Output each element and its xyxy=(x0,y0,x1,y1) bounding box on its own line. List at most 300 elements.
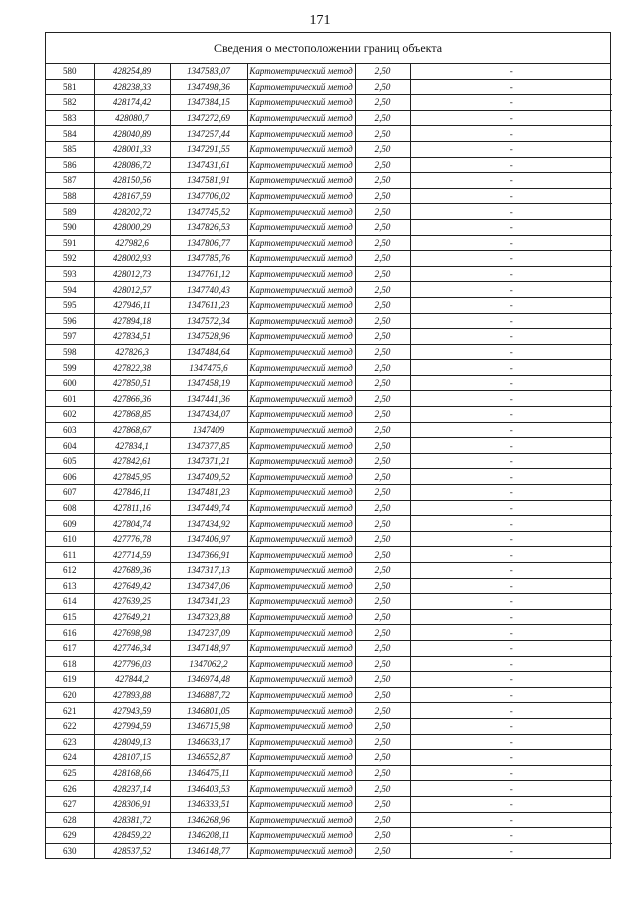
y-coordinate-cell: 1347806,77 xyxy=(170,235,247,251)
method-cell: Картометрический метод xyxy=(247,407,355,423)
table-row xyxy=(46,313,612,329)
x-coordinate-cell: 427834,51 xyxy=(94,329,170,345)
table-row xyxy=(46,157,612,173)
x-coordinate-cell: 428040,89 xyxy=(94,126,170,142)
x-coordinate-cell: 427649,21 xyxy=(94,609,170,625)
x-coordinate-cell: 427982,6 xyxy=(94,235,170,251)
description-cell: - xyxy=(410,609,612,625)
x-coordinate-cell: 428306,91 xyxy=(94,796,170,812)
table-row xyxy=(46,438,612,454)
boundary-table-sheet xyxy=(45,32,611,859)
accuracy-cell: 2,50 xyxy=(355,360,410,376)
accuracy-cell: 2,50 xyxy=(355,609,410,625)
table-row xyxy=(46,594,612,610)
x-coordinate-cell: 427868,67 xyxy=(94,422,170,438)
accuracy-cell: 2,50 xyxy=(355,188,410,204)
table-row xyxy=(46,235,612,251)
accuracy-cell: 2,50 xyxy=(355,547,410,563)
method-cell: Картометрический метод xyxy=(247,422,355,438)
point-number-cell: 629 xyxy=(46,828,94,844)
table-row xyxy=(46,563,612,579)
description-cell: - xyxy=(410,391,612,407)
method-cell: Картометрический метод xyxy=(247,110,355,126)
description-cell: - xyxy=(410,453,612,469)
method-cell: Картометрический метод xyxy=(247,765,355,781)
description-cell: - xyxy=(410,79,612,95)
method-cell: Картометрический метод xyxy=(247,251,355,267)
method-cell: Картометрический метод xyxy=(247,750,355,766)
x-coordinate-cell: 427811,16 xyxy=(94,500,170,516)
point-number-cell: 610 xyxy=(46,531,94,547)
point-number-cell: 613 xyxy=(46,578,94,594)
method-cell: Картометрический метод xyxy=(247,656,355,672)
description-cell: - xyxy=(410,344,612,360)
y-coordinate-cell: 1347347,06 xyxy=(170,578,247,594)
x-coordinate-cell: 428086,72 xyxy=(94,157,170,173)
point-number-cell: 597 xyxy=(46,329,94,345)
point-number-cell: 583 xyxy=(46,110,94,126)
description-cell: - xyxy=(410,703,612,719)
point-number-cell: 611 xyxy=(46,547,94,563)
accuracy-cell: 2,50 xyxy=(355,391,410,407)
y-coordinate-cell: 1347371,21 xyxy=(170,453,247,469)
table-row xyxy=(46,812,612,828)
description-cell: - xyxy=(410,375,612,391)
table-row xyxy=(46,344,612,360)
description-cell: - xyxy=(410,828,612,844)
point-number-cell: 599 xyxy=(46,360,94,376)
y-coordinate-cell: 1347481,23 xyxy=(170,485,247,501)
description-cell: - xyxy=(410,313,612,329)
point-number-cell: 616 xyxy=(46,625,94,641)
table-row xyxy=(46,64,612,79)
y-coordinate-cell: 1347498,36 xyxy=(170,79,247,95)
y-coordinate-cell: 1346333,51 xyxy=(170,796,247,812)
description-cell: - xyxy=(410,796,612,812)
point-number-cell: 626 xyxy=(46,781,94,797)
accuracy-cell: 2,50 xyxy=(355,126,410,142)
accuracy-cell: 2,50 xyxy=(355,407,410,423)
method-cell: Картометрический метод xyxy=(247,485,355,501)
x-coordinate-cell: 428080,7 xyxy=(94,110,170,126)
y-coordinate-cell: 1346715,98 xyxy=(170,718,247,734)
accuracy-cell: 2,50 xyxy=(355,734,410,750)
description-cell: - xyxy=(410,734,612,750)
point-number-cell: 606 xyxy=(46,469,94,485)
description-cell: - xyxy=(410,173,612,189)
description-cell: - xyxy=(410,251,612,267)
x-coordinate-cell: 427946,11 xyxy=(94,297,170,313)
y-coordinate-cell: 1347148,97 xyxy=(170,640,247,656)
accuracy-cell: 2,50 xyxy=(355,656,410,672)
y-coordinate-cell: 1347323,88 xyxy=(170,609,247,625)
y-coordinate-cell: 1347826,53 xyxy=(170,219,247,235)
point-number-cell: 608 xyxy=(46,500,94,516)
table-title: Сведения о местоположении границ объекта xyxy=(46,33,610,64)
accuracy-cell: 2,50 xyxy=(355,453,410,469)
point-number-cell: 624 xyxy=(46,750,94,766)
table-row xyxy=(46,469,612,485)
table-row xyxy=(46,656,612,672)
point-number-cell: 627 xyxy=(46,796,94,812)
x-coordinate-cell: 428381,72 xyxy=(94,812,170,828)
description-cell: - xyxy=(410,329,612,345)
method-cell: Картометрический метод xyxy=(247,266,355,282)
accuracy-cell: 2,50 xyxy=(355,781,410,797)
y-coordinate-cell: 1347366,91 xyxy=(170,547,247,563)
point-number-cell: 588 xyxy=(46,188,94,204)
table-row xyxy=(46,781,612,797)
table-row xyxy=(46,765,612,781)
table-row xyxy=(46,796,612,812)
y-coordinate-cell: 1347384,15 xyxy=(170,95,247,111)
y-coordinate-cell: 1346974,48 xyxy=(170,672,247,688)
y-coordinate-cell: 1347406,97 xyxy=(170,531,247,547)
method-cell: Картометрический метод xyxy=(247,828,355,844)
method-cell: Картометрический метод xyxy=(247,79,355,95)
description-cell: - xyxy=(410,594,612,610)
y-coordinate-cell: 1347441,36 xyxy=(170,391,247,407)
point-number-cell: 584 xyxy=(46,126,94,142)
accuracy-cell: 2,50 xyxy=(355,469,410,485)
x-coordinate-cell: 428254,89 xyxy=(94,64,170,79)
accuracy-cell: 2,50 xyxy=(355,95,410,111)
y-coordinate-cell: 1347528,96 xyxy=(170,329,247,345)
method-cell: Картометрический метод xyxy=(247,703,355,719)
description-cell: - xyxy=(410,765,612,781)
table-row xyxy=(46,407,612,423)
y-coordinate-cell: 1347458,19 xyxy=(170,375,247,391)
y-coordinate-cell: 1347409 xyxy=(170,422,247,438)
point-number-cell: 609 xyxy=(46,516,94,532)
x-coordinate-cell: 427746,34 xyxy=(94,640,170,656)
point-number-cell: 601 xyxy=(46,391,94,407)
point-number-cell: 580 xyxy=(46,64,94,79)
table-row xyxy=(46,391,612,407)
point-number-cell: 617 xyxy=(46,640,94,656)
y-coordinate-cell: 1347761,12 xyxy=(170,266,247,282)
accuracy-cell: 2,50 xyxy=(355,640,410,656)
point-number-cell: 586 xyxy=(46,157,94,173)
table-row xyxy=(46,453,612,469)
accuracy-cell: 2,50 xyxy=(355,438,410,454)
table-row xyxy=(46,297,612,313)
method-cell: Картометрический метод xyxy=(247,141,355,157)
y-coordinate-cell: 1347785,76 xyxy=(170,251,247,267)
table-row xyxy=(46,516,612,532)
method-cell: Картометрический метод xyxy=(247,329,355,345)
method-cell: Картометрический метод xyxy=(247,563,355,579)
point-number-cell: 621 xyxy=(46,703,94,719)
table-row xyxy=(46,609,612,625)
point-number-cell: 620 xyxy=(46,687,94,703)
description-cell: - xyxy=(410,219,612,235)
accuracy-cell: 2,50 xyxy=(355,219,410,235)
point-number-cell: 596 xyxy=(46,313,94,329)
y-coordinate-cell: 1347237,09 xyxy=(170,625,247,641)
description-cell: - xyxy=(410,469,612,485)
description-cell: - xyxy=(410,95,612,111)
table-row xyxy=(46,173,612,189)
y-coordinate-cell: 1347377,85 xyxy=(170,438,247,454)
description-cell: - xyxy=(410,64,612,79)
y-coordinate-cell: 1347611,23 xyxy=(170,297,247,313)
y-coordinate-cell: 1347431,61 xyxy=(170,157,247,173)
method-cell: Картометрический метод xyxy=(247,516,355,532)
table-row xyxy=(46,500,612,516)
description-cell: - xyxy=(410,516,612,532)
accuracy-cell: 2,50 xyxy=(355,266,410,282)
accuracy-cell: 2,50 xyxy=(355,79,410,95)
x-coordinate-cell: 427649,42 xyxy=(94,578,170,594)
x-coordinate-cell: 427689,36 xyxy=(94,563,170,579)
method-cell: Картометрический метод xyxy=(247,734,355,750)
point-number-cell: 612 xyxy=(46,563,94,579)
method-cell: Картометрический метод xyxy=(247,687,355,703)
description-cell: - xyxy=(410,204,612,220)
y-coordinate-cell: 1347572,34 xyxy=(170,313,247,329)
accuracy-cell: 2,50 xyxy=(355,812,410,828)
x-coordinate-cell: 428537,52 xyxy=(94,843,170,858)
point-number-cell: 619 xyxy=(46,672,94,688)
point-number-cell: 589 xyxy=(46,204,94,220)
description-cell: - xyxy=(410,656,612,672)
accuracy-cell: 2,50 xyxy=(355,157,410,173)
description-cell: - xyxy=(410,672,612,688)
table-row xyxy=(46,251,612,267)
y-coordinate-cell: 1347449,74 xyxy=(170,500,247,516)
description-cell: - xyxy=(410,266,612,282)
method-cell: Картометрический метод xyxy=(247,531,355,547)
description-cell: - xyxy=(410,687,612,703)
table-row xyxy=(46,126,612,142)
point-number-cell: 625 xyxy=(46,765,94,781)
method-cell: Картометрический метод xyxy=(247,95,355,111)
method-cell: Картометрический метод xyxy=(247,375,355,391)
description-cell: - xyxy=(410,126,612,142)
x-coordinate-cell: 427894,18 xyxy=(94,313,170,329)
method-cell: Картометрический метод xyxy=(247,640,355,656)
accuracy-cell: 2,50 xyxy=(355,297,410,313)
y-coordinate-cell: 1347409,52 xyxy=(170,469,247,485)
accuracy-cell: 2,50 xyxy=(355,64,410,79)
accuracy-cell: 2,50 xyxy=(355,828,410,844)
x-coordinate-cell: 427698,98 xyxy=(94,625,170,641)
table-row xyxy=(46,718,612,734)
x-coordinate-cell: 427842,61 xyxy=(94,453,170,469)
x-coordinate-cell: 428000,29 xyxy=(94,219,170,235)
method-cell: Картометрический метод xyxy=(247,812,355,828)
y-coordinate-cell: 1347583,07 xyxy=(170,64,247,79)
description-cell: - xyxy=(410,188,612,204)
point-number-cell: 587 xyxy=(46,173,94,189)
point-number-cell: 628 xyxy=(46,812,94,828)
accuracy-cell: 2,50 xyxy=(355,843,410,858)
table-row xyxy=(46,625,612,641)
y-coordinate-cell: 1346475,11 xyxy=(170,765,247,781)
point-number-cell: 630 xyxy=(46,843,94,858)
y-coordinate-cell: 1347581,91 xyxy=(170,173,247,189)
y-coordinate-cell: 1347317,13 xyxy=(170,563,247,579)
page-number: 171 xyxy=(309,13,331,28)
point-number-cell: 590 xyxy=(46,219,94,235)
method-cell: Картометрический метод xyxy=(247,173,355,189)
accuracy-cell: 2,50 xyxy=(355,500,410,516)
method-cell: Картометрический метод xyxy=(247,157,355,173)
method-cell: Картометрический метод xyxy=(247,718,355,734)
x-coordinate-cell: 427804,74 xyxy=(94,516,170,532)
table-row xyxy=(46,640,612,656)
x-coordinate-cell: 428459,22 xyxy=(94,828,170,844)
y-coordinate-cell: 1347740,43 xyxy=(170,282,247,298)
accuracy-cell: 2,50 xyxy=(355,204,410,220)
point-number-cell: 591 xyxy=(46,235,94,251)
accuracy-cell: 2,50 xyxy=(355,173,410,189)
method-cell: Картометрический метод xyxy=(247,219,355,235)
y-coordinate-cell: 1346268,96 xyxy=(170,812,247,828)
accuracy-cell: 2,50 xyxy=(355,344,410,360)
x-coordinate-cell: 428001,33 xyxy=(94,141,170,157)
description-cell: - xyxy=(410,750,612,766)
y-coordinate-cell: 1346148,77 xyxy=(170,843,247,858)
y-coordinate-cell: 1346801,05 xyxy=(170,703,247,719)
x-coordinate-cell: 428012,73 xyxy=(94,266,170,282)
accuracy-cell: 2,50 xyxy=(355,313,410,329)
method-cell: Картометрический метод xyxy=(247,313,355,329)
point-number-cell: 594 xyxy=(46,282,94,298)
description-cell: - xyxy=(410,157,612,173)
accuracy-cell: 2,50 xyxy=(355,251,410,267)
description-cell: - xyxy=(410,485,612,501)
description-cell: - xyxy=(410,282,612,298)
table-row xyxy=(46,750,612,766)
y-coordinate-cell: 1347341,23 xyxy=(170,594,247,610)
method-cell: Картометрический метод xyxy=(247,500,355,516)
description-cell: - xyxy=(410,438,612,454)
table-row xyxy=(46,141,612,157)
table-row xyxy=(46,672,612,688)
accuracy-cell: 2,50 xyxy=(355,687,410,703)
point-number-cell: 593 xyxy=(46,266,94,282)
method-cell: Картометрический метод xyxy=(247,188,355,204)
description-cell: - xyxy=(410,531,612,547)
x-coordinate-cell: 427639,25 xyxy=(94,594,170,610)
x-coordinate-cell: 427796,03 xyxy=(94,656,170,672)
method-cell: Картометрический метод xyxy=(247,391,355,407)
method-cell: Картометрический метод xyxy=(247,360,355,376)
x-coordinate-cell: 428168,66 xyxy=(94,765,170,781)
description-cell: - xyxy=(410,422,612,438)
method-cell: Картометрический метод xyxy=(247,453,355,469)
accuracy-cell: 2,50 xyxy=(355,578,410,594)
table-row xyxy=(46,485,612,501)
description-cell: - xyxy=(410,500,612,516)
description-cell: - xyxy=(410,625,612,641)
description-cell: - xyxy=(410,547,612,563)
x-coordinate-cell: 427943,59 xyxy=(94,703,170,719)
table-row xyxy=(46,578,612,594)
y-coordinate-cell: 1347062,2 xyxy=(170,656,247,672)
method-cell: Картометрический метод xyxy=(247,235,355,251)
y-coordinate-cell: 1347291,55 xyxy=(170,141,247,157)
point-number-cell: 607 xyxy=(46,485,94,501)
method-cell: Картометрический метод xyxy=(247,282,355,298)
description-cell: - xyxy=(410,407,612,423)
x-coordinate-cell: 427868,85 xyxy=(94,407,170,423)
table-row xyxy=(46,734,612,750)
table-body xyxy=(46,64,612,858)
point-number-cell: 623 xyxy=(46,734,94,750)
y-coordinate-cell: 1347257,44 xyxy=(170,126,247,142)
description-cell: - xyxy=(410,640,612,656)
y-coordinate-cell: 1346887,72 xyxy=(170,687,247,703)
accuracy-cell: 2,50 xyxy=(355,329,410,345)
table-row xyxy=(46,282,612,298)
accuracy-cell: 2,50 xyxy=(355,765,410,781)
table-row xyxy=(46,95,612,111)
description-cell: - xyxy=(410,297,612,313)
table-row xyxy=(46,687,612,703)
method-cell: Картометрический метод xyxy=(247,672,355,688)
point-number-cell: 598 xyxy=(46,344,94,360)
method-cell: Картометрический метод xyxy=(247,297,355,313)
description-cell: - xyxy=(410,843,612,858)
x-coordinate-cell: 428049,13 xyxy=(94,734,170,750)
x-coordinate-cell: 427846,11 xyxy=(94,485,170,501)
method-cell: Картометрический метод xyxy=(247,843,355,858)
accuracy-cell: 2,50 xyxy=(355,422,410,438)
x-coordinate-cell: 428150,56 xyxy=(94,173,170,189)
x-coordinate-cell: 427866,36 xyxy=(94,391,170,407)
description-cell: - xyxy=(410,235,612,251)
method-cell: Картометрический метод xyxy=(247,126,355,142)
x-coordinate-cell: 428238,33 xyxy=(94,79,170,95)
x-coordinate-cell: 427776,78 xyxy=(94,531,170,547)
y-coordinate-cell: 1347272,69 xyxy=(170,110,247,126)
point-number-cell: 595 xyxy=(46,297,94,313)
table-row xyxy=(46,110,612,126)
method-cell: Картометрический метод xyxy=(247,344,355,360)
table-row xyxy=(46,547,612,563)
accuracy-cell: 2,50 xyxy=(355,750,410,766)
accuracy-cell: 2,50 xyxy=(355,141,410,157)
x-coordinate-cell: 427834,1 xyxy=(94,438,170,454)
point-number-cell: 605 xyxy=(46,453,94,469)
x-coordinate-cell: 428107,15 xyxy=(94,750,170,766)
point-number-cell: 585 xyxy=(46,141,94,157)
accuracy-cell: 2,50 xyxy=(355,282,410,298)
table-row xyxy=(46,204,612,220)
accuracy-cell: 2,50 xyxy=(355,718,410,734)
x-coordinate-cell: 427714,59 xyxy=(94,547,170,563)
point-number-cell: 603 xyxy=(46,422,94,438)
method-cell: Картометрический метод xyxy=(247,609,355,625)
accuracy-cell: 2,50 xyxy=(355,703,410,719)
accuracy-cell: 2,50 xyxy=(355,594,410,610)
table-row xyxy=(46,422,612,438)
accuracy-cell: 2,50 xyxy=(355,672,410,688)
x-coordinate-cell: 427844,2 xyxy=(94,672,170,688)
description-cell: - xyxy=(410,718,612,734)
x-coordinate-cell: 428012,57 xyxy=(94,282,170,298)
accuracy-cell: 2,50 xyxy=(355,485,410,501)
table-row xyxy=(46,375,612,391)
x-coordinate-cell: 427994,59 xyxy=(94,718,170,734)
description-cell: - xyxy=(410,578,612,594)
coordinates-table xyxy=(46,64,612,858)
point-number-cell: 622 xyxy=(46,718,94,734)
description-cell: - xyxy=(410,812,612,828)
